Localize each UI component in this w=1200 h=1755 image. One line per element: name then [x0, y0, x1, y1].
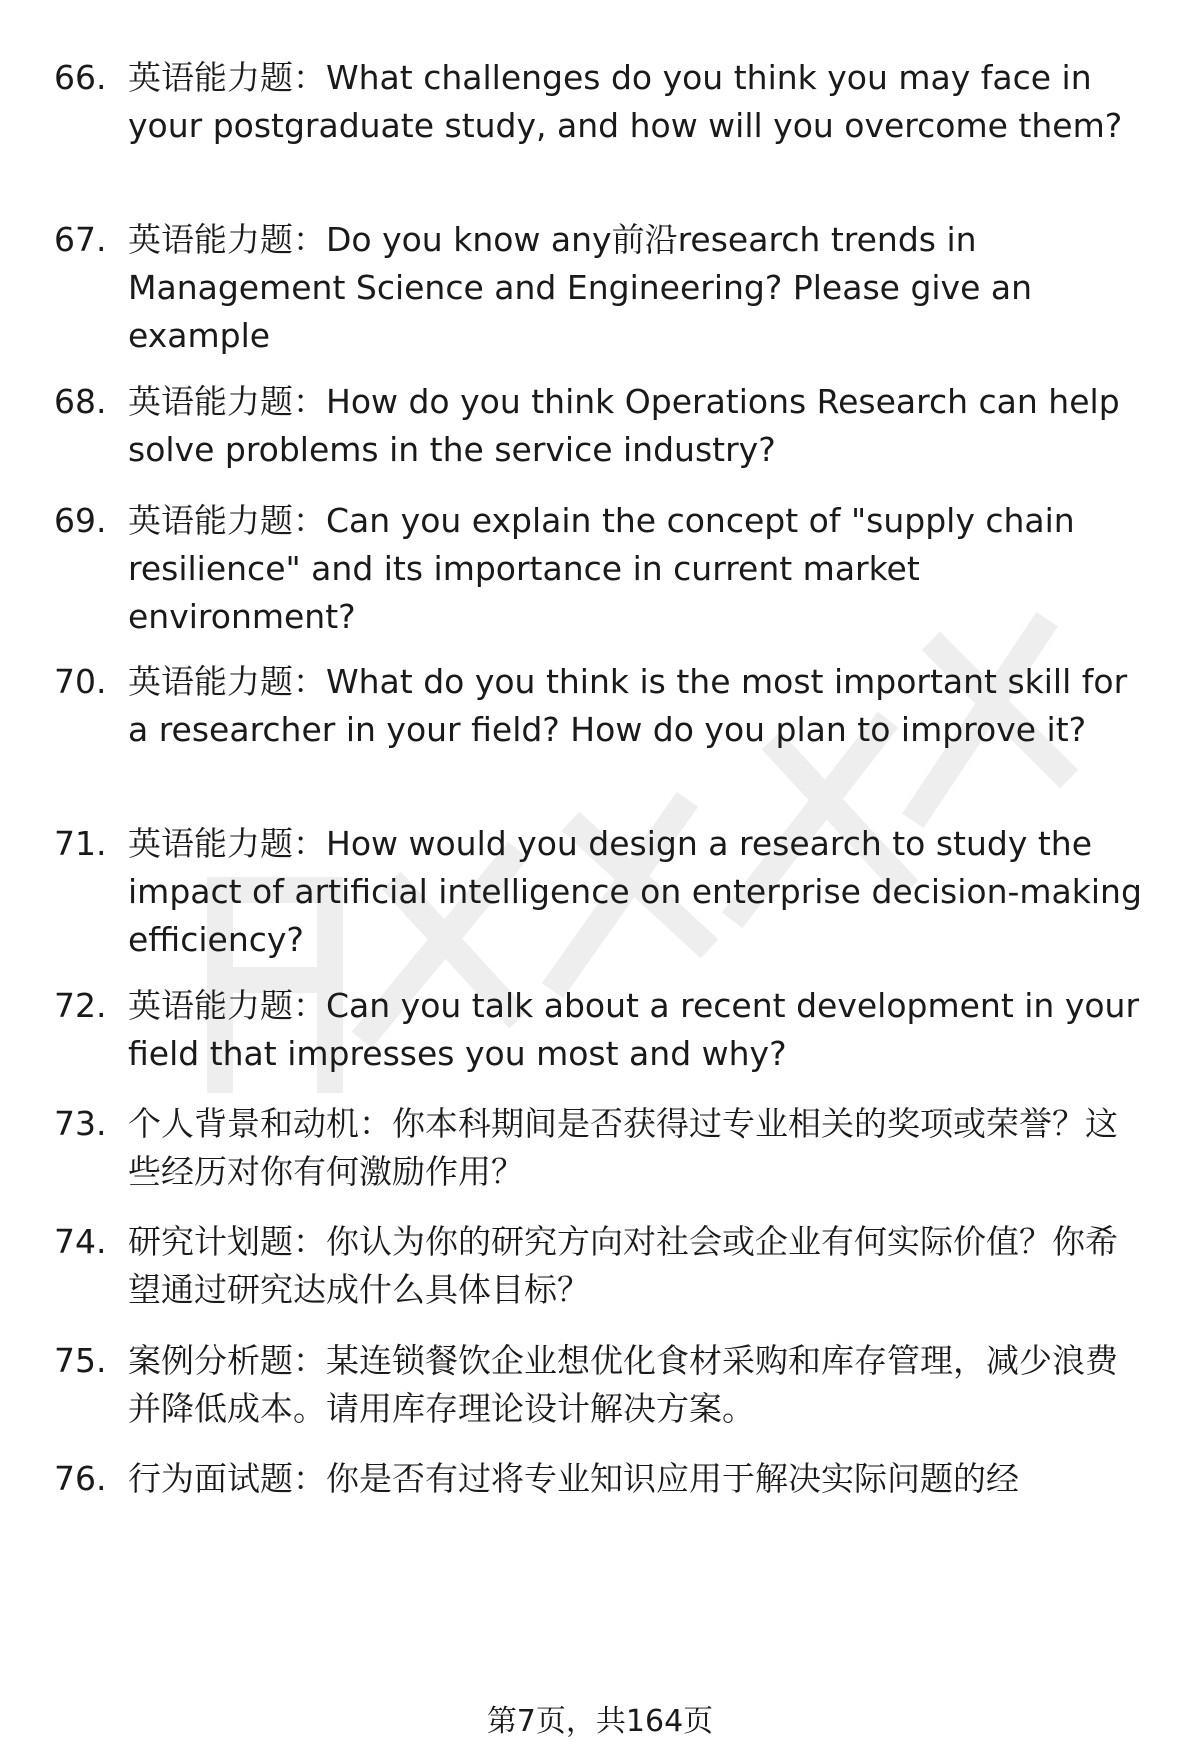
question-category: 英语能力题： [128, 501, 326, 540]
question-number: 76. [54, 1459, 107, 1498]
question-number: 69. [54, 501, 107, 540]
question-body [128, 1455, 1146, 1503]
question-text: What challenges do you think you may face in your postgraduate study, and how will you overcome them? [128, 58, 1123, 145]
question-category: 研究计划题： [128, 1222, 326, 1261]
question-number: 74. [54, 1222, 107, 1261]
question-category: 个人背景和动机： [128, 1104, 392, 1143]
question-body [128, 378, 1146, 474]
question-number: 73. [54, 1104, 107, 1143]
question-text: 你本科期间是否获得过专业相关的奖项或荣誉？这些经历对你有何激励作用？ [128, 1104, 1118, 1191]
question-category: 英语能力题： [128, 662, 326, 701]
question-body [128, 1100, 1146, 1196]
question-body [128, 1337, 1146, 1433]
question-body [128, 54, 1146, 150]
question-category: 英语能力题： [128, 58, 326, 97]
question-body [128, 820, 1146, 964]
question-number: 75. [54, 1341, 107, 1380]
question-category: 英语能力题： [128, 986, 326, 1025]
question-body [128, 216, 1146, 360]
question-number: 66. [54, 58, 107, 97]
question-body [128, 1218, 1146, 1314]
question-body [128, 982, 1146, 1078]
question-category: 英语能力题： [128, 382, 326, 421]
page-footer: 第7页，共164页 [486, 1704, 714, 1739]
question-text: Can you talk about a recent development in your field that impresses you most and why? [128, 986, 1140, 1073]
question-text: How do you think Operations Research can help solve problems in the service industry? [128, 382, 1120, 469]
question-text: Can you explain the concept of "supply chain resilience" and its importance in current market environment? [128, 501, 1075, 636]
question-body [128, 497, 1146, 641]
question-category: 英语能力题： [128, 220, 326, 259]
question-text: Do you know any前沿research trends in Management Science and Engineering? Please give an example [128, 220, 1033, 355]
question-number: 70. [54, 662, 107, 701]
question-body [128, 658, 1146, 754]
question-text: How would you design a research to study the impact of artificial intelligence on enterprise decision-making efficiency? [128, 824, 1142, 959]
question-text: 某连锁餐饮企业想优化食材采购和库存管理，减少浪费并降低成本。请用库存理论设计解决方案。 [128, 1341, 1118, 1428]
question-text: 你认为你的研究方向对社会或企业有何实际价值？你希望通过研究达成什么具体目标？ [128, 1222, 1118, 1309]
question-category: 案例分析题： [128, 1341, 326, 1380]
question-category: 英语能力题： [128, 824, 326, 863]
question-number: 67. [54, 220, 107, 259]
question-category: 行为面试题： [128, 1459, 326, 1498]
question-number: 68. [54, 382, 107, 421]
question-number: 71. [54, 824, 107, 863]
question-number: 72. [54, 986, 107, 1025]
question-text: What do you think is the most important skill for a researcher in your field? How do you plan to improve it? [128, 662, 1128, 749]
question-text: 你是否有过将专业知识应用于解决实际问题的经 [326, 1459, 1019, 1498]
